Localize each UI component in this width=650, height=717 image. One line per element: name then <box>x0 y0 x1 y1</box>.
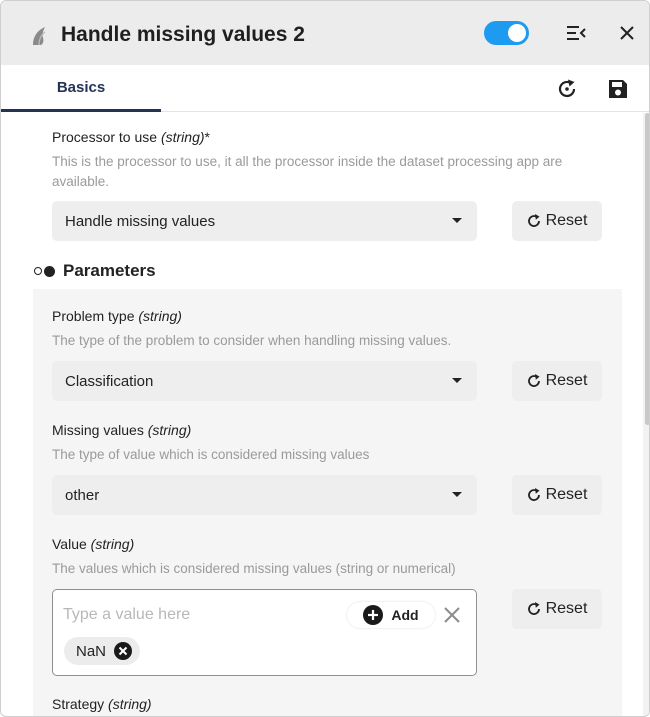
refresh-icon <box>556 78 578 100</box>
value-tag-input <box>52 589 477 676</box>
processor-reset-button[interactable] <box>512 201 602 241</box>
toggle-knob <box>508 24 526 42</box>
missing-values-label <box>52 422 191 438</box>
reset-label: Reset <box>545 600 588 617</box>
value-input[interactable] <box>63 604 333 626</box>
refresh-button[interactable] <box>553 75 581 103</box>
reset-label: Reset <box>545 212 588 229</box>
processor-type: (string) <box>160 129 205 145</box>
parameters-heading <box>34 261 156 281</box>
close-icon <box>619 25 635 41</box>
add-value-button[interactable] <box>347 602 435 628</box>
save-icon <box>608 79 628 99</box>
problem-type-select[interactable] <box>52 361 477 401</box>
problem-type-select-value: Classification <box>65 372 154 390</box>
problem-type-type: (string) <box>138 308 182 324</box>
dialog-header <box>1 1 650 65</box>
collapse-list-button[interactable] <box>562 19 590 47</box>
processor-desc-line1: This is the processor to use, it all the processor inside the dataset processing app are <box>52 154 563 169</box>
parameters-title: Parameters <box>63 261 156 280</box>
remove-chip-icon[interactable] <box>114 642 132 660</box>
collapse-list-icon <box>565 24 587 42</box>
processor-description <box>52 152 612 192</box>
tab-basics[interactable]: Basics <box>1 65 161 112</box>
add-label: Add <box>391 607 419 623</box>
reset-icon <box>527 374 541 388</box>
clear-icon <box>444 607 460 623</box>
problem-type-description: The type of the problem to consider when handling missing values. <box>52 333 452 348</box>
save-button[interactable] <box>604 75 632 103</box>
processor-select-value: Handle missing values <box>65 212 216 230</box>
close-button[interactable] <box>613 19 641 47</box>
strategy-label-text: Strategy <box>52 696 105 712</box>
value-reset-button[interactable] <box>512 589 602 629</box>
enable-toggle[interactable] <box>484 21 529 45</box>
reset-icon <box>527 214 541 228</box>
value-type: (string) <box>90 536 135 552</box>
reset-icon <box>527 602 541 616</box>
problem-type-label <box>52 308 182 324</box>
processor-select[interactable] <box>52 201 477 241</box>
missing-values-label-text: Missing values <box>52 422 144 438</box>
strategy-type: (string) <box>108 696 152 712</box>
missing-values-reset-button[interactable] <box>512 475 602 515</box>
missing-values-description: The type of value which is considered missing values <box>52 447 370 462</box>
processor-label-text: Processor to use <box>52 129 158 145</box>
scrollbar[interactable] <box>643 113 650 717</box>
value-label <box>52 536 134 552</box>
reset-label: Reset <box>545 372 588 389</box>
problem-type-label-text: Problem type <box>52 308 135 324</box>
value-chip <box>64 637 140 665</box>
processor-label <box>52 129 210 145</box>
missing-values-type: (string) <box>147 422 192 438</box>
plus-circle-icon <box>363 605 383 625</box>
missing-values-select[interactable] <box>52 475 477 515</box>
tab-bar <box>1 65 650 112</box>
parameters-icon <box>34 266 55 277</box>
value-description: The values which is considered missing values (string or numerical) <box>52 561 456 576</box>
chip-label: NaN <box>76 642 107 660</box>
clear-input-button[interactable] <box>441 604 463 626</box>
required-mark: * <box>204 129 210 145</box>
dialog-title: Handle missing values 2 <box>61 23 305 46</box>
reset-label: Reset <box>545 486 588 503</box>
form-content <box>1 113 650 717</box>
processor-desc-line2: available. <box>52 174 110 189</box>
missing-values-select-value: other <box>65 486 100 504</box>
chevron-down-icon <box>452 378 462 383</box>
problem-type-reset-button[interactable] <box>512 361 602 401</box>
reset-icon <box>527 488 541 502</box>
chevron-down-icon <box>452 218 462 223</box>
strategy-label <box>52 696 152 712</box>
value-label-text: Value <box>52 536 87 552</box>
chevron-down-icon <box>452 492 462 497</box>
processor-icon <box>31 26 49 46</box>
scrollbar-thumb[interactable] <box>645 113 650 425</box>
